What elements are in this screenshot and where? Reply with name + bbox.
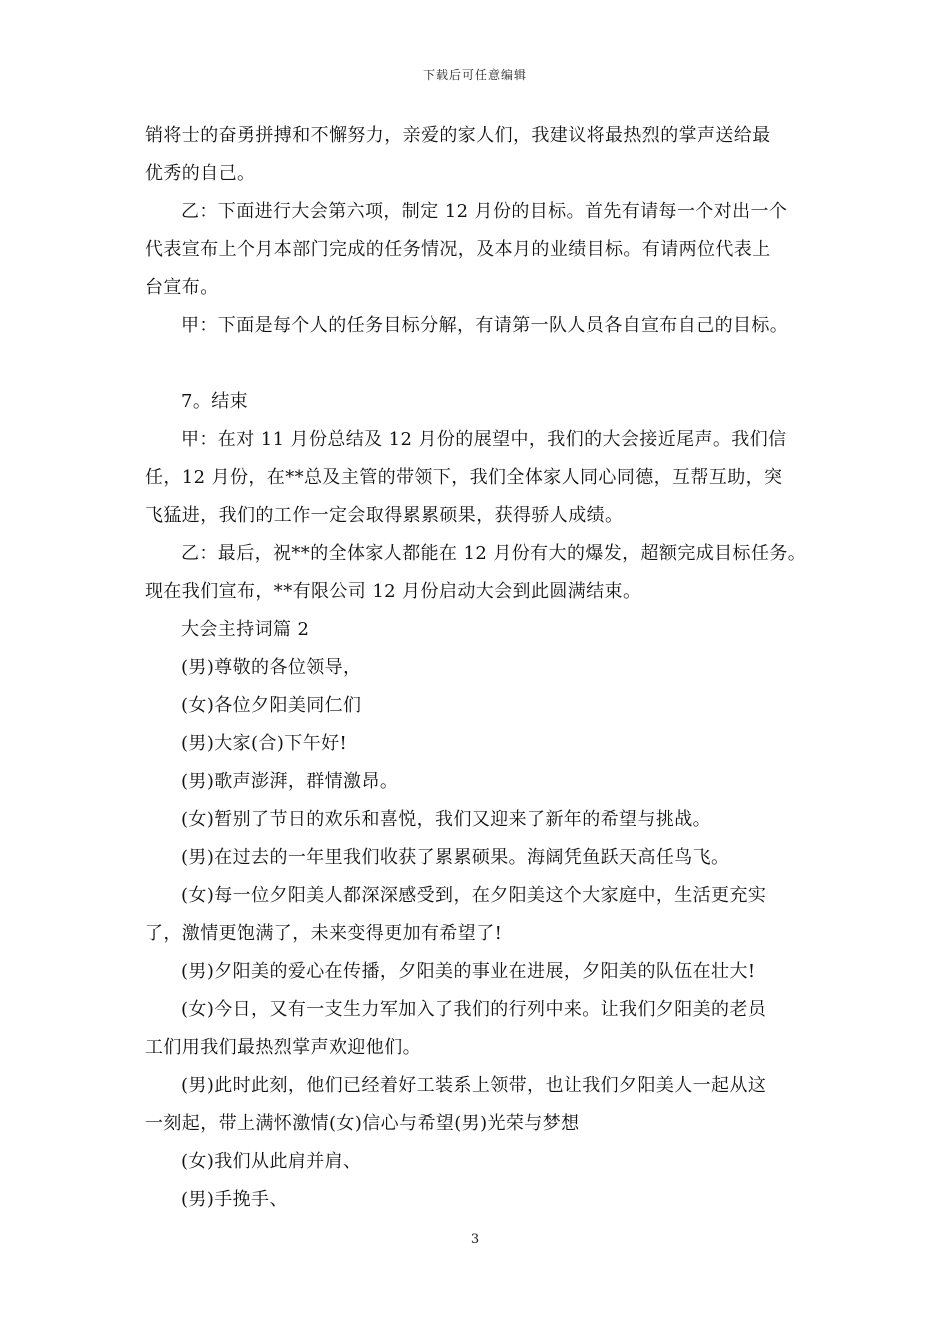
paragraph-line: 甲：下面是每个人的任务目标分解，有请第一队人员各自宣布自己的目标。 — [181, 315, 789, 336]
section-heading: 7。结束 — [181, 391, 249, 412]
paragraph-line: (男)在过去的一年里我们收获了累累硕果。海阔凭鱼跃天高任鸟飞。 — [181, 847, 730, 868]
paragraph-line: (女)我们从此肩并肩、 — [181, 1151, 362, 1172]
paragraph-line: 飞猛进，我们的工作一定会取得累累硕果，获得骄人成绩。 — [145, 505, 624, 526]
paragraph-line: 乙：下面进行大会第六项，制定 12 月份的目标。首先有请每一个对出一个 — [181, 201, 788, 222]
paragraph-line: (男)此时此刻，他们已经着好工装系上领带，也让我们夕阳美人一起从这 — [181, 1075, 767, 1096]
page-number: 3 — [470, 1232, 480, 1247]
paragraph-line: 优秀的自己。 — [145, 163, 256, 184]
paragraph-line: 甲：在对 11 月份总结及 12 月份的展望中，我们的大会接近尾声。我们信 — [181, 429, 787, 450]
paragraph-line: 代表宣布上个月本部门完成的任务情况，及本月的业绩目标。有请两位代表上 — [145, 239, 771, 260]
document-body — [145, 117, 820, 1219]
paragraph-line: 任，12 月份，在**总及主管的带领下，我们全体家人同心同德，互帮互助，突 — [145, 467, 783, 488]
paragraph-line: (男)手挽手、 — [181, 1189, 288, 1210]
paragraph-line: (女)每一位夕阳美人都深深感受到，在夕阳美这个大家庭中，生活更充实 — [181, 885, 767, 906]
paragraph-line: 一刻起，带上满怀激情(女)信心与希望(男)光荣与梦想 — [145, 1113, 580, 1134]
paragraph-line: 乙：最后，祝**的全体家人都能在 12 月份有大的爆发，超额完成目标任务。 — [181, 543, 807, 564]
paragraph-line: 销将士的奋勇拼搏和不懈努力，亲爱的家人们，我建议将最热烈的掌声送给最 — [145, 125, 771, 146]
page-header: 下载后可任意编辑 — [422, 68, 527, 82]
paragraph-line: (男)尊敬的各位领导， — [181, 657, 362, 678]
paragraph-line: (女)各位夕阳美同仁们 — [181, 695, 362, 716]
paragraph-line: (男)大家(合)下午好! — [181, 733, 348, 754]
section-title: 大会主持词篇 2 — [181, 619, 310, 640]
paragraph-line: 台宣布。 — [145, 277, 219, 298]
paragraph-line: (女)今日，又有一支生力军加入了我们的行列中来。让我们夕阳美的老员 — [181, 999, 767, 1020]
paragraph-line: 了，激情更饱满了，未来变得更加有希望了! — [145, 923, 503, 944]
paragraph-line: 工们用我们最热烈掌声欢迎他们。 — [145, 1037, 421, 1058]
paragraph-line: (男)夕阳美的爱心在传播，夕阳美的事业在进展，夕阳美的队伍在壮大! — [181, 961, 756, 982]
paragraph-line: (男)歌声澎湃，群情激昂。 — [181, 771, 399, 792]
blank-line — [145, 345, 820, 383]
paragraph-line: 现在我们宣布，**有限公司 12 月份启动大会到此圆满结束。 — [145, 581, 642, 602]
paragraph-line: (女)暂别了节日的欢乐和喜悦，我们又迎来了新年的希望与挑战。 — [181, 809, 712, 830]
